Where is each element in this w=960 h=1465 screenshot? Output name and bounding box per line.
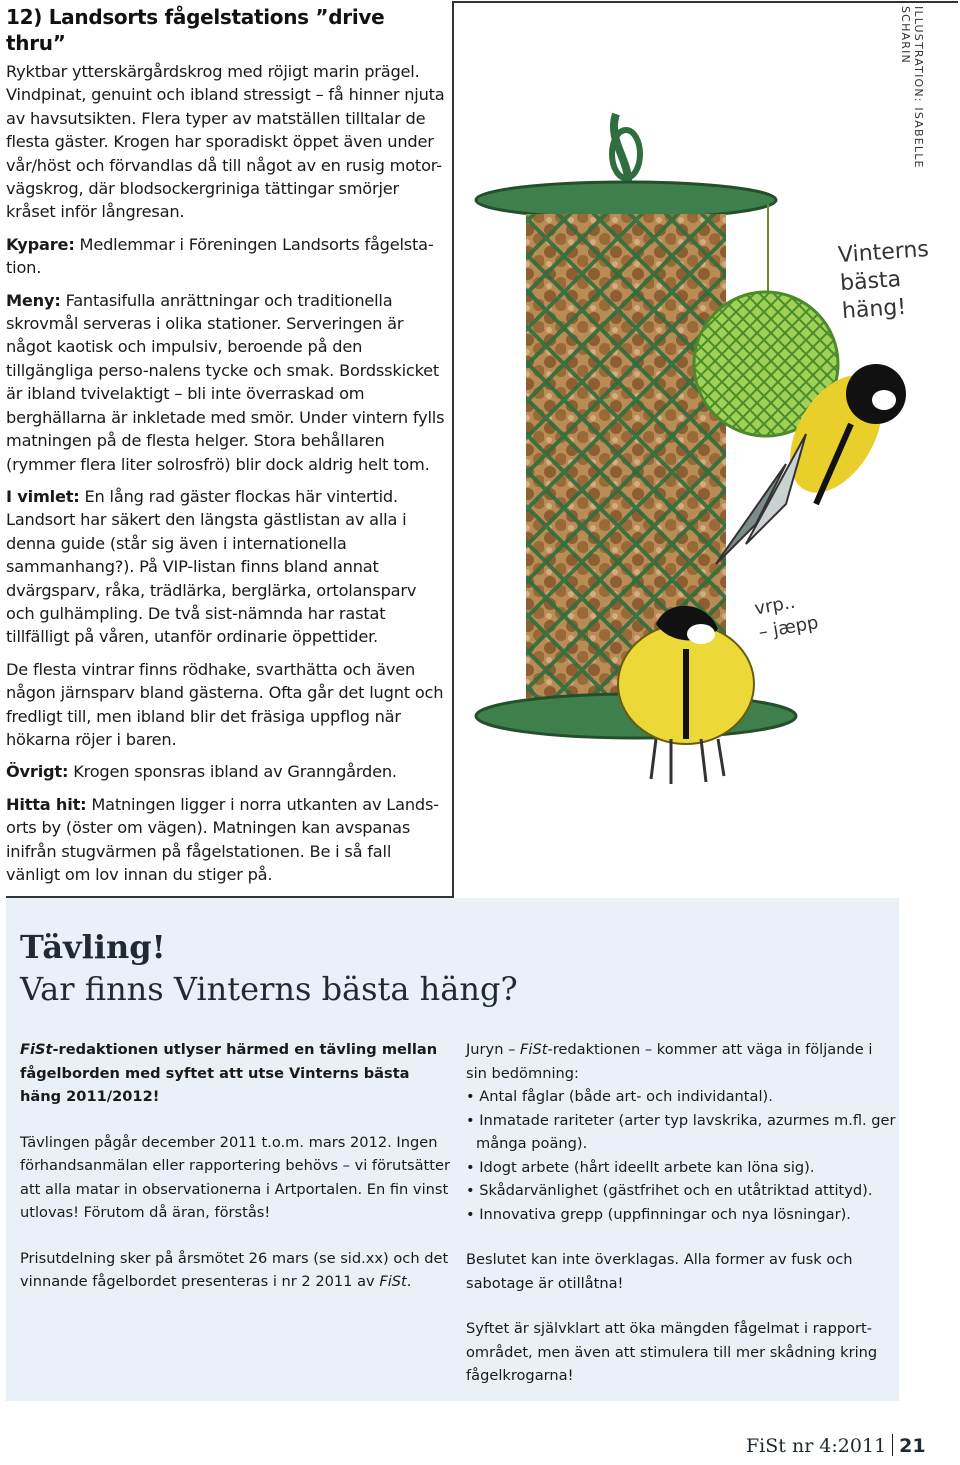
kypare-text: Medlemmar i Föreningen Landsorts fågelsta-tion. xyxy=(6,234,434,278)
hitta-label: Hitta hit: xyxy=(6,794,87,814)
criteria-item: • Innovativa grepp (uppfinningar och nya lösningar). xyxy=(466,1205,851,1223)
contest-lead-magazine: FiSt xyxy=(20,1041,53,1058)
contest-rules: Beslutet kan inte överklagas. Alla former av fusk och sabotage är otillåtna! xyxy=(466,1251,853,1292)
contest-lead xyxy=(20,1038,450,1109)
contest-prize xyxy=(20,1247,450,1294)
ovrigt-text: Krogen sponsras ibland av Granngården. xyxy=(68,762,397,782)
hitta-paragraph xyxy=(6,793,446,887)
frame-top-rule xyxy=(453,1,958,3)
ovrigt-label: Övrigt: xyxy=(6,762,69,782)
sound-line-1: vrp.. xyxy=(752,591,797,620)
criteria-item: • Skådarvänlighet (gästfrihet och en utåtriktad attityd). xyxy=(466,1182,873,1199)
bird-feeder-illustration xyxy=(456,4,956,894)
contest-prize-text: Prisutdelning sker på årsmötet 26 mars (se sid.xx) och det vinnande fågelbordet presenteras i nr 2 2011 av xyxy=(20,1249,449,1290)
caption-line-1: Vinterns xyxy=(837,236,930,269)
footer-separator xyxy=(892,1434,893,1456)
contest-title xyxy=(20,926,720,1010)
criteria-list xyxy=(466,1085,896,1226)
criteria-item: • Antal fåglar (både art- och individantal). xyxy=(466,1088,773,1105)
jury-magazine: FiSt xyxy=(520,1041,548,1058)
vimlet-label: I vimlet: xyxy=(6,486,80,506)
contest-title-bold: Tävling! xyxy=(20,928,166,966)
sound-line-2: – jæpp xyxy=(757,612,820,644)
contest-left-column xyxy=(20,1038,450,1316)
contest-prize-magazine: FiSt xyxy=(379,1273,407,1290)
frame-left-rule xyxy=(452,1,454,898)
article-intro: Ryktbar ytterskärgårdskrog med röjigt marin prägel. Vindpinat, genuint och ibland stressigt – få hinner njuta av havsutsikten. Flera typer av matställen tilltalar de flesta gäster. Krogen har sporadiskt öppet även under vår/höst och förvandlas då till något av en rusig motor-vägskrog, där blodsockergriniga tättingar smörjer kråset inför långresan. xyxy=(6,62,445,222)
meny-text: Fantasifulla anrättningar och traditionella skrovmål serveras i olika stationer. Serveringen är något kaotisk och impulsiv, beroende på den tillgängliga perso-nalens tycke och smak. Bordsskicket är ibland tvivelaktigt – bli inte överraskad om berghällarna är inkletade med smör. Under vintern fylls matningen på de flesta helger. Stora behållaren (rymmer flera liter solrosfrö) blir dock aldrig helt tom. xyxy=(6,290,445,474)
contest-prize-end: . xyxy=(406,1273,412,1290)
feeder-lid xyxy=(476,182,776,218)
hitta-text: Matningen ligger i norra utkanten av Lands-orts by (öster om vägen). Matningen kan avspanas inifrån stugvärmen på fågelstationen. Be i så fall vänligt om lov innan du stiger på. xyxy=(6,794,439,884)
contest-right-column xyxy=(466,1038,896,1410)
page-footer xyxy=(746,1434,926,1457)
criteria-item: • Inmatade rariteter (arter typ lavskrika, azurmes m.fl. ger många poäng). xyxy=(466,1111,896,1152)
ovrigt-paragraph xyxy=(6,760,446,783)
kypare-label: Kypare: xyxy=(6,234,75,254)
illustration-caption xyxy=(837,234,960,326)
meny-label: Meny: xyxy=(6,290,61,310)
vimlet-text: En lång rad gäster flockas här vintertid. Landsort har säkert den längsta gästlistan av alla i denna guide (står sig även i internationella sammanhang?). På VIP-listan finns bland annat dvärgsparv, råka, trädlärka, berglärka, ortolansparv och gulhämpling. De två sist-nämnda har rastat tillfälligt på våren, utanför ordinarie öppettider. xyxy=(6,486,417,647)
feeder-drawing xyxy=(456,4,956,894)
illustration-credit: ILLUSTRATION: ISABELLE SCHARIN xyxy=(899,6,925,169)
contest-lead-text: -redaktionen utlyser härmed en tävling mellan fågelborden med syftet att utse Vinterns bästa häng 2011/2012! xyxy=(20,1041,438,1105)
winter-paragraph: De flesta vintrar finns rödhake, svarthätta och även någon järnsparv bland gästerna. Ofta går det lugnt och fredligt till, men ibland blir det fräsiga uppflog när hökarna röjer i baren. xyxy=(6,659,444,749)
article-heading: 12) Landsorts fågelstations ”drive thru” xyxy=(6,5,385,55)
footer-magazine: FiSt nr 4:2011 xyxy=(746,1435,887,1457)
caption-line-2: bästa häng! xyxy=(839,266,907,325)
page-number: 21 xyxy=(899,1435,926,1457)
meny-paragraph xyxy=(6,289,446,476)
contest-period: Tävlingen pågår december 2011 t.o.m. mars 2012. Ingen förhandsanmälan eller rapportering behövs – vi förutsätter att alla matar in observationerna i Artportalen. En fin vinst utlovas! Förutom då äran, förstås! xyxy=(20,1133,450,1221)
contest-purpose: Syftet är självklart att öka mängden fågelmat i rapport-området, men även att stimulera till mer skådning kring fågelkrogarna! xyxy=(466,1320,878,1384)
jury-prefix: Juryn – xyxy=(466,1041,521,1058)
contest-title-question: Var finns Vinterns bästa häng? xyxy=(20,970,518,1008)
jury-text: -redaktionen – kommer att väga in följande i sin bedömning: xyxy=(466,1041,873,1082)
kypare-paragraph xyxy=(6,233,446,280)
article xyxy=(6,4,446,895)
jury-intro xyxy=(466,1038,896,1085)
vimlet-paragraph xyxy=(6,485,446,649)
criteria-item: • Idogt arbete (hårt ideellt arbete kan löna sig). xyxy=(466,1158,815,1176)
